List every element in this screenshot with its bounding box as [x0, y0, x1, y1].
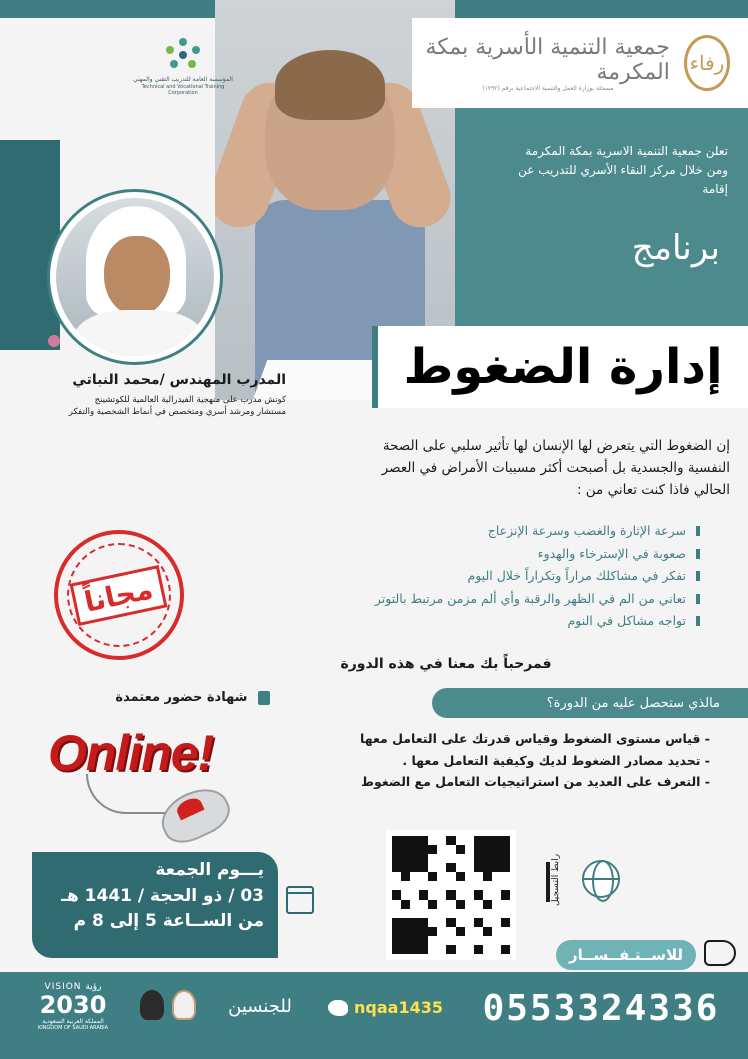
association-logo	[412, 18, 748, 108]
trainer-desc-line-2: مستشار ومرشد أسري ومتخصص في أنماط الشخصية والتفكر	[68, 407, 286, 418]
list-item: تفكر في مشاكلك مراراً وتكراراً خلال اليوم	[360, 565, 700, 588]
list-item: - التعرف على العديد من استراتيجيات التعامل مع الضغوط	[361, 774, 710, 789]
phone-number[interactable]: 0553324336	[482, 988, 720, 1029]
genders-label: للجنسين	[228, 996, 292, 1017]
certificate-icon	[258, 691, 270, 705]
gains-list	[300, 728, 710, 793]
schedule-date: 03 / ذو الحجة / 1441 هـ	[61, 885, 264, 906]
symptoms-list	[360, 520, 700, 633]
schedule-time: من الســاعة 5 إلى 8 م	[73, 911, 264, 931]
list-item: - قياس مستوى الضغوط وقياس قدرتك على التعامل معها	[360, 731, 710, 746]
list-item: - تحديد مصادر الضغوط لديك وكيفية التعامل معها .	[402, 752, 710, 768]
free-label: مجاناً	[70, 565, 168, 626]
trainer-name: المدرب المهندس /محمد النباتي	[72, 372, 286, 388]
twitter-icon	[328, 1000, 348, 1016]
course-title-banner	[372, 326, 748, 408]
rafa-logo-icon: رفاء	[684, 35, 730, 91]
twitter-label: nqaa1435	[354, 998, 443, 1017]
vision-en: KINGDOM OF SAUDI ARABIA	[37, 1025, 109, 1032]
free-stamp	[54, 530, 184, 660]
pointing-hand-icon	[704, 940, 736, 966]
registration-divider	[546, 862, 550, 902]
description-line-1: إن الضغوط التي يتعرض لها الإنسان لها تأثير سلبي على الصحة	[382, 438, 730, 454]
calendar-icon	[286, 886, 314, 914]
tvtc-name-en: Technical and Vocational Training Corporation	[141, 83, 225, 96]
intro-line-2: ومن خلال مركز النقاء الأسري للتدريب عن	[518, 163, 728, 178]
certificate-note	[40, 690, 270, 705]
left-teal-strip	[0, 140, 60, 350]
course-description	[380, 436, 730, 502]
registration-label: رابط التسجيل	[551, 853, 561, 907]
qr-code-icon[interactable]	[386, 830, 516, 960]
description-line-3: الحالي فاذا كنت تعاني من :	[576, 481, 730, 498]
tvtc-name-ar: المؤسسة العامة للتدريب التقني والمهني	[133, 76, 233, 83]
program-label: برنامج	[631, 228, 720, 268]
inquiry-button[interactable]: للاســتـفــســار	[556, 940, 696, 970]
schedule-box	[32, 852, 278, 958]
vision-top: VISION رؤية	[44, 982, 102, 992]
vision-ar: المملكة العربية السعودية	[42, 1018, 104, 1026]
intro-line-3: إقامة	[702, 182, 728, 197]
description-line-2: النفسية والجسدية بل أصبحت أكثر مسببات الأمراض في العصر	[381, 459, 730, 476]
list-item: سرعة الإثارة والغضب وسرعة الإنزعاج	[360, 520, 700, 543]
association-registration: مسجلة بوزارة العمل والتنمية الاجتماعية برقم (١٢٩٢)	[482, 84, 614, 92]
schedule-day: يـــوم الجمعة	[155, 860, 264, 880]
microphone-icon	[48, 335, 60, 347]
globe-icon	[582, 860, 620, 898]
trainer-description	[14, 394, 286, 419]
intro-text	[456, 142, 728, 200]
female-avatar-icon	[140, 990, 164, 1020]
trainer-photo	[50, 192, 220, 362]
tvtc-logo-icon	[166, 38, 200, 72]
mouse-cable	[86, 774, 176, 814]
vision-2030-logo	[18, 982, 128, 1031]
online-label: Online!	[48, 725, 214, 781]
vision-year: 2030	[39, 991, 107, 1019]
association-name: جمعية التنمية الأسرية بمكة المكرمة	[425, 34, 670, 85]
list-item: تعاني من الم في الظهر والرقبة وأي ألم مزمن مرتبط بالتوتر	[360, 588, 700, 611]
trainer-desc-line-1: كوتش مدرب على منهجية الفيدرالية العالمية للكوتشينج	[94, 395, 286, 405]
list-item: صعوبة في الإسترخاء والهدوء	[360, 543, 700, 566]
intro-line-1: تعلن جمعية التنمية الاسرية بمكة المكرمة	[525, 144, 728, 158]
course-title: إدارة الضغوط	[403, 339, 723, 395]
certificate-label: شهادة حضور معتمدة	[115, 690, 248, 705]
twitter-handle[interactable]	[328, 998, 443, 1017]
gains-heading: مالذي ستحصل عليه من الدورة؟	[432, 688, 748, 718]
male-avatar-icon	[172, 990, 196, 1020]
list-item: تواجه مشاكل في النوم	[360, 610, 700, 633]
welcome-text: فمرحباً بك معنا في هذه الدورة	[340, 656, 552, 672]
tvtc-logo	[128, 38, 238, 96]
